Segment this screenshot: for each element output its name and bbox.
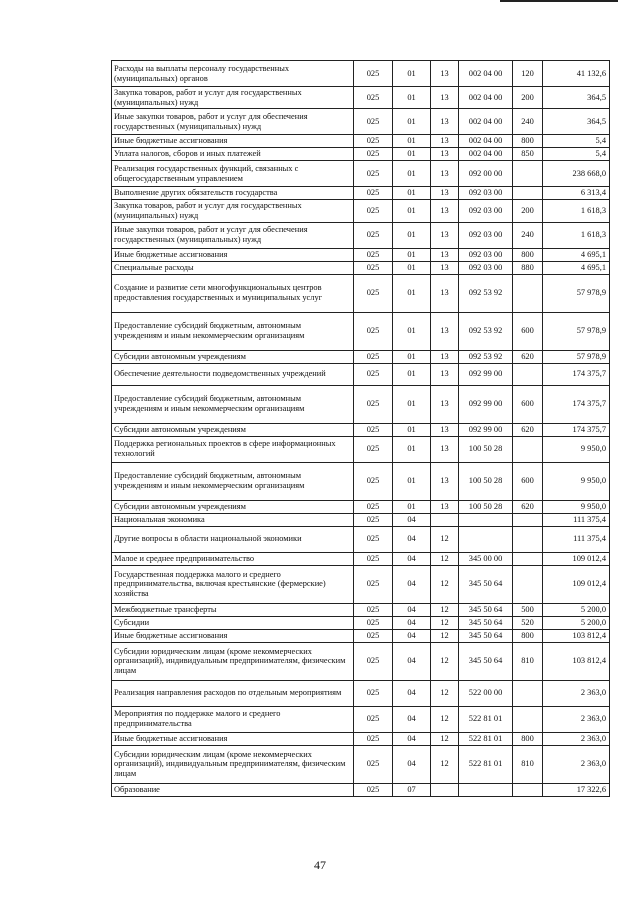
target-article-code [459,513,513,526]
table-row [112,745,610,783]
table-row [112,513,610,526]
target-article-code: 522 81 01 [459,745,513,783]
table-row [112,526,610,552]
amount-cell: 41 132,6 [543,61,610,87]
table-row [112,200,610,222]
subsection-code: 12 [431,616,459,629]
table-row [112,261,610,274]
expense-type-code: 620 [513,423,543,436]
target-article-code: 100 50 28 [459,462,513,500]
table-row [112,187,610,200]
target-article-code: 100 50 28 [459,500,513,513]
section-code: 01 [393,500,431,513]
budget-item-name: Реализация направления расходов по отдельным мероприятиям [112,680,354,706]
amount-cell: 1 618,3 [543,222,610,248]
department-code: 025 [354,261,393,274]
table-row [112,436,610,462]
amount-cell: 57 978,9 [543,312,610,350]
target-article-code: 092 99 00 [459,423,513,436]
amount-cell: 1 618,3 [543,200,610,222]
department-code: 025 [354,732,393,745]
subsection-code: 13 [431,312,459,350]
target-article-code: 345 50 64 [459,642,513,680]
department-code: 025 [354,642,393,680]
section-code: 01 [393,462,431,500]
department-code: 025 [354,61,393,87]
section-code: 01 [393,109,431,135]
amount-cell: 6 313,4 [543,187,610,200]
budget-item-name: Закупка товаров, работ и услуг для государственных (муниципальных) нужд [112,87,354,109]
budget-item-name: Предоставление субсидий бюджетным, автономным учреждениям и иным некоммерческим организациям [112,385,354,423]
amount-cell: 2 363,0 [543,706,610,732]
department-code: 025 [354,248,393,261]
amount-cell: 103 812,4 [543,642,610,680]
target-article-code: 345 50 64 [459,616,513,629]
budget-item-name: Мероприятия по поддержке малого и среднего предпринимательства [112,706,354,732]
expense-type-code: 600 [513,385,543,423]
budget-item-name: Уплата налогов, сборов и иных платежей [112,148,354,161]
target-article-code: 092 03 00 [459,261,513,274]
section-code: 01 [393,423,431,436]
table-row [112,222,610,248]
section-code: 01 [393,135,431,148]
budget-table [111,60,610,797]
subsection-code: 13 [431,222,459,248]
amount-cell: 364,5 [543,87,610,109]
expense-type-code: 200 [513,200,543,222]
target-article-code: 002 04 00 [459,148,513,161]
expense-type-code: 200 [513,87,543,109]
table-row [112,363,610,385]
budget-item-name: Иные бюджетные ассигнования [112,732,354,745]
target-article-code: 100 50 28 [459,436,513,462]
target-article-code: 345 50 64 [459,629,513,642]
budget-item-name: Обеспечение деятельности подведомственных учреждений [112,363,354,385]
department-code: 025 [354,706,393,732]
table-row [112,603,610,616]
section-code: 01 [393,187,431,200]
table-row [112,616,610,629]
section-code: 04 [393,732,431,745]
department-code: 025 [354,423,393,436]
department-code: 025 [354,274,393,312]
table-row [112,312,610,350]
amount-cell: 2 363,0 [543,745,610,783]
expense-type-code [513,513,543,526]
subsection-code: 13 [431,363,459,385]
section-code: 04 [393,603,431,616]
budget-item-name: Субсидии автономным учреждениям [112,350,354,363]
department-code: 025 [354,526,393,552]
department-code: 025 [354,222,393,248]
target-article-code [459,783,513,796]
amount-cell: 5,4 [543,135,610,148]
table-row [112,135,610,148]
table-row [112,87,610,109]
section-code: 01 [393,148,431,161]
amount-cell: 174 375,7 [543,385,610,423]
expense-type-code: 800 [513,248,543,261]
budget-item-name: Национальная экономика [112,513,354,526]
budget-item-name: Государственная поддержка малого и среднего предпринимательства, включая крестьянские (фермерские) хозяйства [112,565,354,603]
target-article-code: 522 81 01 [459,732,513,745]
table-row [112,423,610,436]
table-row [112,552,610,565]
target-article-code: 092 03 00 [459,222,513,248]
subsection-code [431,513,459,526]
department-code: 025 [354,629,393,642]
expense-type-code: 800 [513,629,543,642]
section-code: 01 [393,274,431,312]
department-code: 025 [354,500,393,513]
department-code: 025 [354,552,393,565]
amount-cell: 9 950,0 [543,436,610,462]
subsection-code: 12 [431,706,459,732]
amount-cell: 111 375,4 [543,513,610,526]
table-row [112,565,610,603]
department-code: 025 [354,436,393,462]
expense-type-code [513,565,543,603]
expense-type-code [513,363,543,385]
budget-item-name: Создание и развитие сети многофункциональных центров предоставления государственных и муниципальных услуг [112,274,354,312]
department-code: 025 [354,565,393,603]
budget-item-name: Специальные расходы [112,261,354,274]
section-code: 04 [393,629,431,642]
amount-cell: 57 978,9 [543,350,610,363]
expense-type-code: 600 [513,312,543,350]
amount-cell: 238 668,0 [543,161,610,187]
subsection-code: 13 [431,200,459,222]
section-code: 01 [393,350,431,363]
subsection-code: 13 [431,436,459,462]
amount-cell: 9 950,0 [543,500,610,513]
amount-cell: 111 375,4 [543,526,610,552]
section-code: 01 [393,200,431,222]
expense-type-code: 800 [513,135,543,148]
department-code: 025 [354,363,393,385]
budget-item-name: Субсидии автономным учреждениям [112,423,354,436]
amount-cell: 109 012,4 [543,565,610,603]
subsection-code: 13 [431,462,459,500]
subsection-code: 12 [431,526,459,552]
budget-item-name: Образование [112,783,354,796]
subsection-code: 13 [431,248,459,261]
target-article-code: 092 99 00 [459,363,513,385]
expense-type-code: 500 [513,603,543,616]
subsection-code: 12 [431,603,459,616]
budget-item-name: Предоставление субсидий бюджетным, автономным учреждениям и иным некоммерческим организациям [112,312,354,350]
budget-item-name: Иные закупки товаров, работ и услуг для обеспечения государственных (муниципальных) нужд [112,222,354,248]
subsection-code: 13 [431,61,459,87]
target-article-code: 002 04 00 [459,87,513,109]
subsection-code: 13 [431,274,459,312]
table-row [112,783,610,796]
department-code: 025 [354,745,393,783]
expense-type-code [513,783,543,796]
table-row [112,500,610,513]
budget-item-name: Реализация государственных функций, связанных с общегосударственным управлением [112,161,354,187]
subsection-code: 12 [431,732,459,745]
table-row [112,248,610,261]
subsection-code: 12 [431,552,459,565]
subsection-code: 13 [431,87,459,109]
subsection-code: 13 [431,109,459,135]
expense-type-code: 240 [513,222,543,248]
section-code: 04 [393,513,431,526]
budget-item-name: Субсидии автономным учреждениям [112,500,354,513]
section-code: 04 [393,706,431,732]
target-article-code: 092 53 92 [459,274,513,312]
table-row [112,629,610,642]
expense-type-code [513,436,543,462]
amount-cell: 5,4 [543,148,610,161]
amount-cell: 9 950,0 [543,462,610,500]
target-article-code: 092 99 00 [459,385,513,423]
expense-type-code: 880 [513,261,543,274]
table-row [112,680,610,706]
amount-cell: 364,5 [543,109,610,135]
department-code: 025 [354,350,393,363]
target-article-code: 092 03 00 [459,187,513,200]
table-row [112,109,610,135]
budget-item-name: Расходы на выплаты персоналу государственных (муниципальных) органов [112,61,354,87]
expense-type-code: 810 [513,745,543,783]
budget-item-name: Иные бюджетные ассигнования [112,248,354,261]
budget-item-name: Субсидии юридическим лицам (кроме некоммерческих организаций), индивидуальным предпринимателям, физическим лицам [112,745,354,783]
department-code: 025 [354,385,393,423]
target-article-code: 092 03 00 [459,248,513,261]
expense-type-code [513,706,543,732]
department-code: 025 [354,312,393,350]
amount-cell: 5 200,0 [543,616,610,629]
department-code: 025 [354,603,393,616]
budget-item-name: Малое и среднее предпринимательство [112,552,354,565]
section-code: 04 [393,552,431,565]
expense-type-code: 850 [513,148,543,161]
section-code: 01 [393,222,431,248]
subsection-code [431,783,459,796]
budget-item-name: Межбюджетные трансферты [112,603,354,616]
amount-cell: 2 363,0 [543,732,610,745]
target-article-code [459,526,513,552]
page-number: 47 [314,858,326,872]
budget-item-name: Субсидии [112,616,354,629]
table-row [112,642,610,680]
budget-item-name: Иные бюджетные ассигнования [112,135,354,148]
section-code: 01 [393,87,431,109]
target-article-code: 522 00 00 [459,680,513,706]
budget-item-name: Иные бюджетные ассигнования [112,629,354,642]
amount-cell: 57 978,9 [543,274,610,312]
amount-cell: 109 012,4 [543,552,610,565]
budget-item-name: Выполнение других обязательств государства [112,187,354,200]
budget-item-name: Иные закупки товаров, работ и услуг для обеспечения государственных (муниципальных) нужд [112,109,354,135]
department-code: 025 [354,783,393,796]
section-code: 04 [393,642,431,680]
target-article-code: 092 00 00 [459,161,513,187]
table-row [112,350,610,363]
expense-type-code: 620 [513,350,543,363]
section-code: 04 [393,680,431,706]
department-code: 025 [354,187,393,200]
expense-type-code [513,680,543,706]
expense-type-code: 800 [513,732,543,745]
target-article-code: 092 53 92 [459,350,513,363]
department-code: 025 [354,680,393,706]
target-article-code: 002 04 00 [459,109,513,135]
table-row [112,732,610,745]
table-row [112,706,610,732]
section-code: 01 [393,436,431,462]
subsection-code: 12 [431,642,459,680]
target-article-code: 092 03 00 [459,200,513,222]
budget-item-name: Закупка товаров, работ и услуг для государственных (муниципальных) нужд [112,200,354,222]
department-code: 025 [354,161,393,187]
budget-table-body [112,61,610,797]
subsection-code: 13 [431,350,459,363]
target-article-code: 002 04 00 [459,135,513,148]
amount-cell: 174 375,7 [543,423,610,436]
table-row [112,274,610,312]
budget-item-name: Субсидии юридическим лицам (кроме некоммерческих организаций), индивидуальным предпринимателям, физическим лицам [112,642,354,680]
section-code: 01 [393,363,431,385]
subsection-code: 13 [431,148,459,161]
expense-type-code: 620 [513,500,543,513]
department-code: 025 [354,87,393,109]
subsection-code: 12 [431,745,459,783]
amount-cell: 174 375,7 [543,363,610,385]
amount-cell: 4 695,1 [543,261,610,274]
section-code: 07 [393,783,431,796]
amount-cell: 2 363,0 [543,680,610,706]
top-edge-mark [500,0,618,2]
section-code: 04 [393,565,431,603]
section-code: 01 [393,248,431,261]
expense-type-code: 520 [513,616,543,629]
expense-type-code [513,552,543,565]
subsection-code: 12 [431,565,459,603]
section-code: 04 [393,526,431,552]
budget-item-name: Предоставление субсидий бюджетным, автономным учреждениям и иным некоммерческим организациям [112,462,354,500]
subsection-code: 13 [431,385,459,423]
department-code: 025 [354,135,393,148]
expense-type-code: 810 [513,642,543,680]
section-code: 04 [393,745,431,783]
section-code: 01 [393,61,431,87]
amount-cell: 17 322,6 [543,783,610,796]
expense-type-code [513,526,543,552]
target-article-code: 092 53 92 [459,312,513,350]
table-row [112,385,610,423]
department-code: 025 [354,109,393,135]
section-code: 01 [393,261,431,274]
section-code: 01 [393,161,431,187]
department-code: 025 [354,513,393,526]
budget-item-name: Другие вопросы в области национальной экономики [112,526,354,552]
target-article-code: 345 50 64 [459,603,513,616]
target-article-code: 345 50 64 [459,565,513,603]
amount-cell: 103 812,4 [543,629,610,642]
department-code: 025 [354,148,393,161]
section-code: 04 [393,616,431,629]
table-row [112,161,610,187]
subsection-code: 13 [431,161,459,187]
table-row [112,462,610,500]
expense-type-code [513,187,543,200]
subsection-code: 12 [431,680,459,706]
section-code: 01 [393,385,431,423]
subsection-code: 13 [431,500,459,513]
amount-cell: 5 200,0 [543,603,610,616]
expense-type-code [513,274,543,312]
subsection-code: 12 [431,629,459,642]
department-code: 025 [354,462,393,500]
subsection-code: 13 [431,423,459,436]
table-row [112,148,610,161]
target-article-code: 345 00 00 [459,552,513,565]
expense-type-code [513,161,543,187]
subsection-code: 13 [431,135,459,148]
department-code: 025 [354,200,393,222]
expense-type-code: 240 [513,109,543,135]
expense-type-code: 120 [513,61,543,87]
amount-cell: 4 695,1 [543,248,610,261]
subsection-code: 13 [431,261,459,274]
table-row [112,61,610,87]
target-article-code: 522 81 01 [459,706,513,732]
subsection-code: 13 [431,187,459,200]
expense-type-code: 600 [513,462,543,500]
target-article-code: 002 04 00 [459,61,513,87]
budget-item-name: Поддержка региональных проектов в сфере информационных технологий [112,436,354,462]
department-code: 025 [354,616,393,629]
section-code: 01 [393,312,431,350]
